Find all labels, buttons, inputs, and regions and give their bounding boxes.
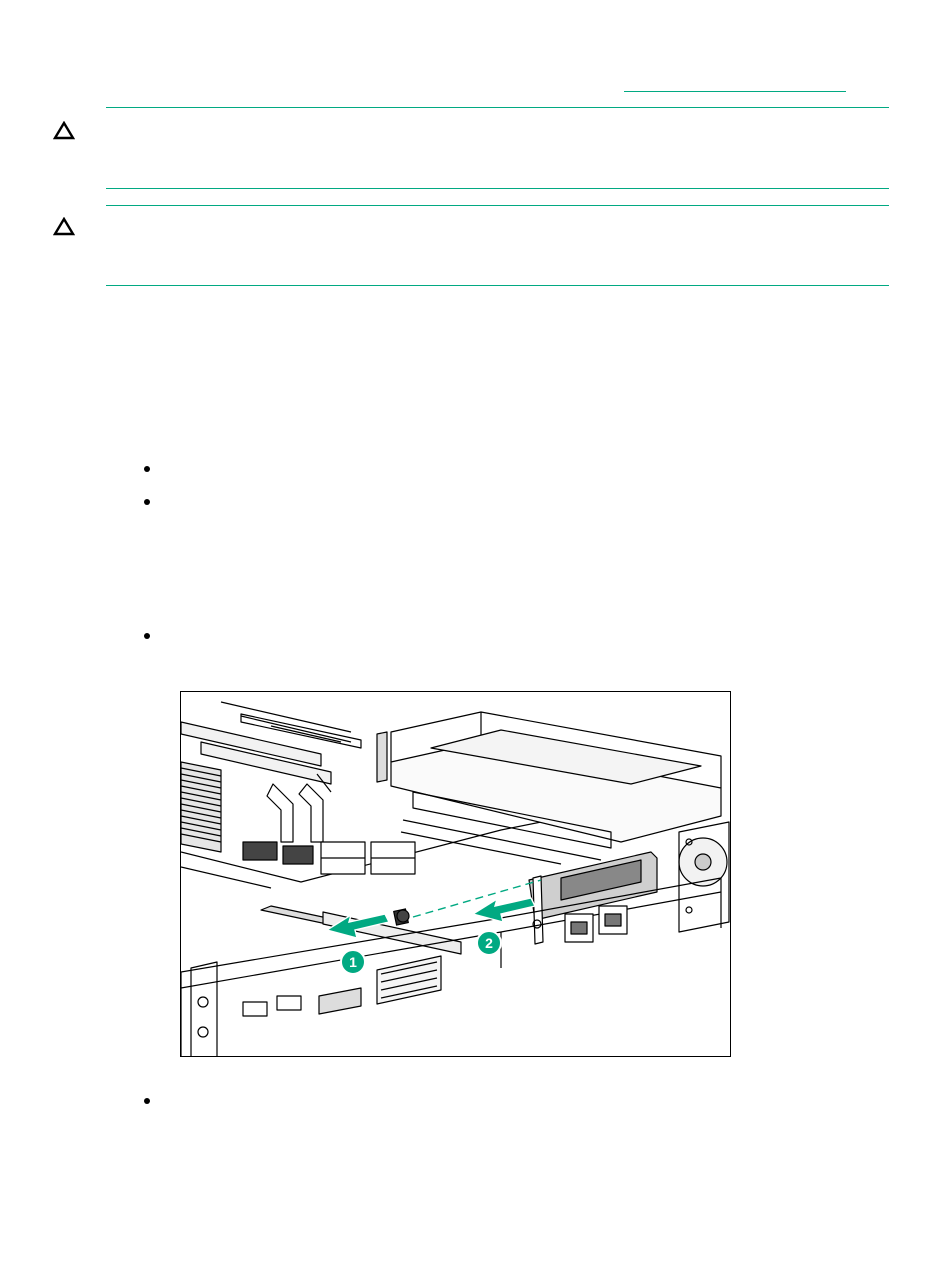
bullet-icon <box>142 631 152 641</box>
bullet-icon <box>142 464 152 474</box>
svg-text:1: 1 <box>349 954 357 970</box>
caution-bottom-rule-1 <box>106 188 889 189</box>
screw-icon <box>394 909 409 925</box>
caution-top-rule-1 <box>106 107 889 108</box>
caution-top-rule-2 <box>106 205 889 206</box>
riser-removal-illustration <box>180 691 731 1057</box>
bullet-icon <box>142 497 152 507</box>
callout-2 <box>477 931 501 955</box>
caution-triangle-icon <box>53 121 75 141</box>
svg-text:2: 2 <box>485 935 493 951</box>
callout-1 <box>341 950 365 974</box>
hyperlink-underline[interactable] <box>624 91 846 92</box>
caution-bottom-rule-2 <box>106 285 889 286</box>
heatsink-fins <box>181 762 221 852</box>
caution-triangle-icon <box>53 217 75 237</box>
server-chassis-drawing <box>181 692 731 1057</box>
bullet-icon <box>142 1096 152 1106</box>
arrow-icon <box>473 898 535 922</box>
